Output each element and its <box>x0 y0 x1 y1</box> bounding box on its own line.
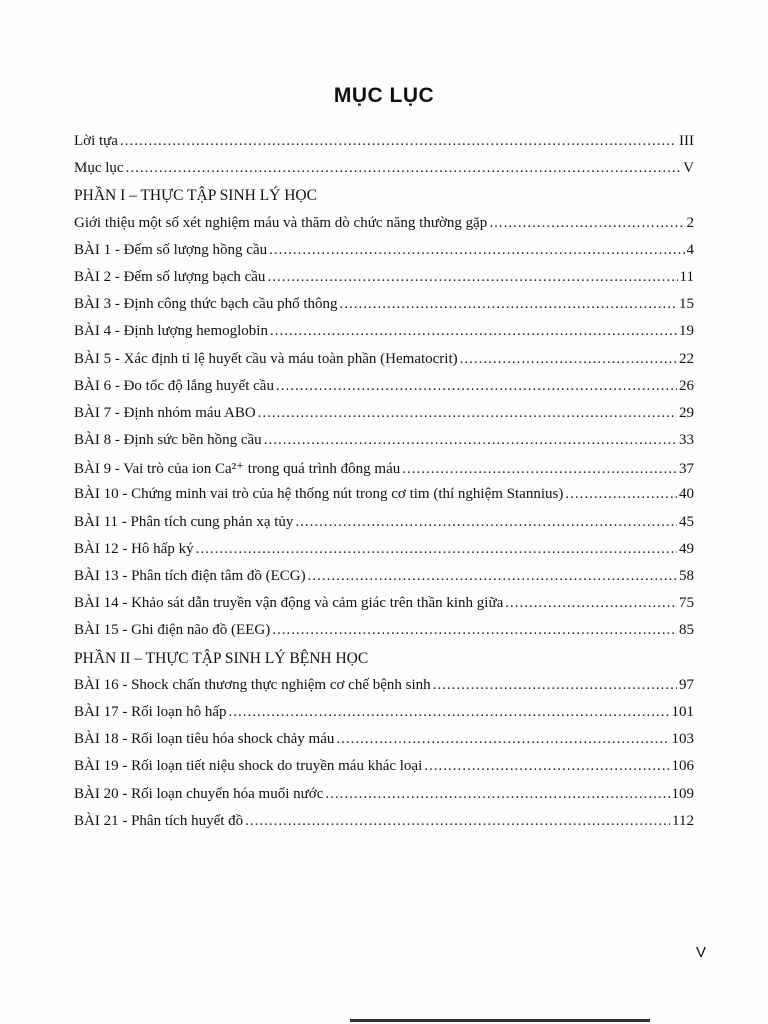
table-of-contents <box>74 133 694 840</box>
toc-entry <box>74 622 694 649</box>
toc-entry-title: BÀI 8 - Định sức bền hồng cầu <box>74 432 262 449</box>
toc-entry-page: 29 <box>679 404 694 421</box>
toc-entry-title: BÀI 9 - Vai trò của ion Ca²⁺ trong quá trình đông máu <box>74 461 401 478</box>
toc-entry <box>74 160 694 187</box>
toc-entry-title: BÀI 5 - Xác định tỉ lệ huyết cầu và máu toàn phần (Hematocrit) <box>74 350 458 367</box>
toc-entry-title: BÀI 15 - Ghi điện não đồ (EEG) <box>74 622 271 639</box>
toc-entry-page: 26 <box>679 377 694 394</box>
dot-leader <box>325 786 669 803</box>
toc-entry-page: 11 <box>679 268 694 285</box>
toc-entry <box>74 323 694 350</box>
toc-entry-page: III <box>679 133 694 149</box>
dot-leader <box>267 269 677 286</box>
toc-entry-page: 109 <box>671 785 694 802</box>
toc-entry <box>74 133 694 160</box>
toc-entry-page: 85 <box>679 622 694 639</box>
toc-entry-title: Lời tựa <box>74 133 118 149</box>
toc-entry-page: 106 <box>671 758 694 775</box>
toc-entry-title: PHẦN I – THỰC TẬP SINH LÝ HỌC <box>74 187 317 205</box>
toc-entry-page: 15 <box>679 296 694 313</box>
toc-entry-page: 4 <box>686 241 694 258</box>
dot-leader <box>424 758 669 775</box>
footer-page-number: V <box>695 944 706 961</box>
page-title: MỤC LỤC <box>333 84 435 107</box>
toc-entry-page: 49 <box>679 540 694 557</box>
toc-entry-page: 97 <box>679 676 694 693</box>
toc-entry <box>74 595 694 622</box>
toc-entry <box>74 813 694 840</box>
toc-entry-title: PHẦN II – THỰC TẬP SINH LÝ BỆNH HỌC <box>74 649 369 667</box>
toc-section-heading <box>74 650 694 677</box>
toc-entry-title: BÀI 10 - Chứng minh vai trò của hệ thống nút trong cơ tim (thí nghiệm Stannius) <box>74 486 564 503</box>
dot-leader <box>489 215 684 232</box>
toc-entry-page: 112 <box>672 812 694 829</box>
toc-entry-title: BÀI 6 - Đo tốc độ lắng huyết cầu <box>74 377 274 394</box>
toc-entry-title: BÀI 20 - Rối loạn chuyển hóa muối nước <box>74 785 324 802</box>
toc-entry-title: Giới thiệu một số xét nghiệm máu và thăm dò chức năng thường gặp <box>74 214 488 231</box>
toc-entry-page: 33 <box>679 432 694 449</box>
toc-entry <box>74 459 694 486</box>
dot-leader <box>340 296 678 313</box>
dot-leader <box>272 622 677 639</box>
toc-entry <box>74 486 694 513</box>
dot-leader <box>308 568 677 585</box>
toc-entry-title: BÀI 11 - Phân tích cung phản xạ tủy <box>74 513 294 530</box>
toc-entry-title: BÀI 17 - Rối loạn hô hấp <box>74 703 227 720</box>
toc-entry-page: 75 <box>679 595 694 612</box>
toc-entry-page: 103 <box>671 731 694 748</box>
dot-leader <box>126 160 682 177</box>
toc-entry-page: 101 <box>671 703 694 720</box>
toc-entry-title: BÀI 2 - Đếm số lượng bạch cầu <box>74 268 266 285</box>
toc-entry-title: BÀI 13 - Phân tích điện tâm đồ (ECG) <box>74 568 306 584</box>
dot-leader <box>120 133 677 150</box>
toc-entry-page: 37 <box>679 461 694 478</box>
dot-leader <box>433 677 677 694</box>
dot-leader <box>270 323 677 340</box>
toc-entry-title: Mục lục <box>74 160 124 177</box>
dot-leader <box>276 378 677 395</box>
dot-leader <box>228 704 669 721</box>
dot-leader <box>402 461 677 478</box>
toc-entry <box>74 758 694 785</box>
toc-entry <box>74 541 694 568</box>
dot-leader <box>336 731 669 748</box>
toc-entry-title: BÀI 4 - Định lượng hemoglobin <box>74 323 268 340</box>
dot-leader <box>196 541 677 558</box>
toc-entry <box>74 514 694 541</box>
toc-entry <box>74 786 694 813</box>
dot-leader <box>295 514 677 531</box>
toc-entry <box>74 269 694 296</box>
toc-entry-title: BÀI 16 - Shock chấn thương thực nghiệm cơ chế bệnh sinh <box>74 676 431 693</box>
toc-entry-page: 45 <box>679 513 694 530</box>
toc-entry-title: BÀI 7 - Định nhóm máu ABO <box>74 404 256 421</box>
dot-leader <box>264 432 677 449</box>
bottom-edge-line <box>350 1019 650 1022</box>
dot-leader <box>505 595 677 612</box>
toc-entry-title: BÀI 21 - Phân tích huyết đồ <box>74 812 244 829</box>
toc-entry <box>74 704 694 731</box>
toc-entry <box>74 432 694 459</box>
dot-leader <box>258 405 677 422</box>
toc-entry-page: 22 <box>679 350 694 367</box>
toc-entry <box>74 677 694 704</box>
toc-entry-title: BÀI 3 - Định công thức bạch cầu phổ thông <box>74 296 338 313</box>
dot-leader <box>245 813 670 830</box>
toc-entry <box>74 242 694 269</box>
toc-entry <box>74 351 694 378</box>
toc-entry-title: BÀI 14 - Khảo sát dẫn truyền vận động và cảm giác trên thần kinh giữa <box>74 595 504 612</box>
toc-entry-page: 58 <box>679 568 694 584</box>
toc-entry-title: BÀI 1 - Đếm số lượng hồng cầu <box>74 241 268 258</box>
toc-entry <box>74 378 694 405</box>
toc-entry-title: BÀI 19 - Rối loạn tiết niệu shock do truyền máu khác loại <box>74 758 423 775</box>
dot-leader <box>565 486 677 503</box>
toc-entry <box>74 215 694 242</box>
dot-leader <box>460 351 677 368</box>
toc-entry <box>74 731 694 758</box>
toc-entry-page: 19 <box>679 323 694 340</box>
toc-entry-title: BÀI 12 - Hô hấp ký <box>74 540 194 557</box>
toc-entry-title: BÀI 18 - Rối loạn tiêu hóa shock chảy máu <box>74 731 335 748</box>
toc-entry <box>74 568 694 595</box>
toc-entry <box>74 296 694 323</box>
toc-entry-page: 2 <box>686 214 694 231</box>
toc-section-heading <box>74 187 694 214</box>
toc-entry-page: 40 <box>679 486 694 503</box>
dot-leader <box>269 242 684 259</box>
toc-entry-page: V <box>683 160 694 177</box>
toc-entry <box>74 405 694 432</box>
